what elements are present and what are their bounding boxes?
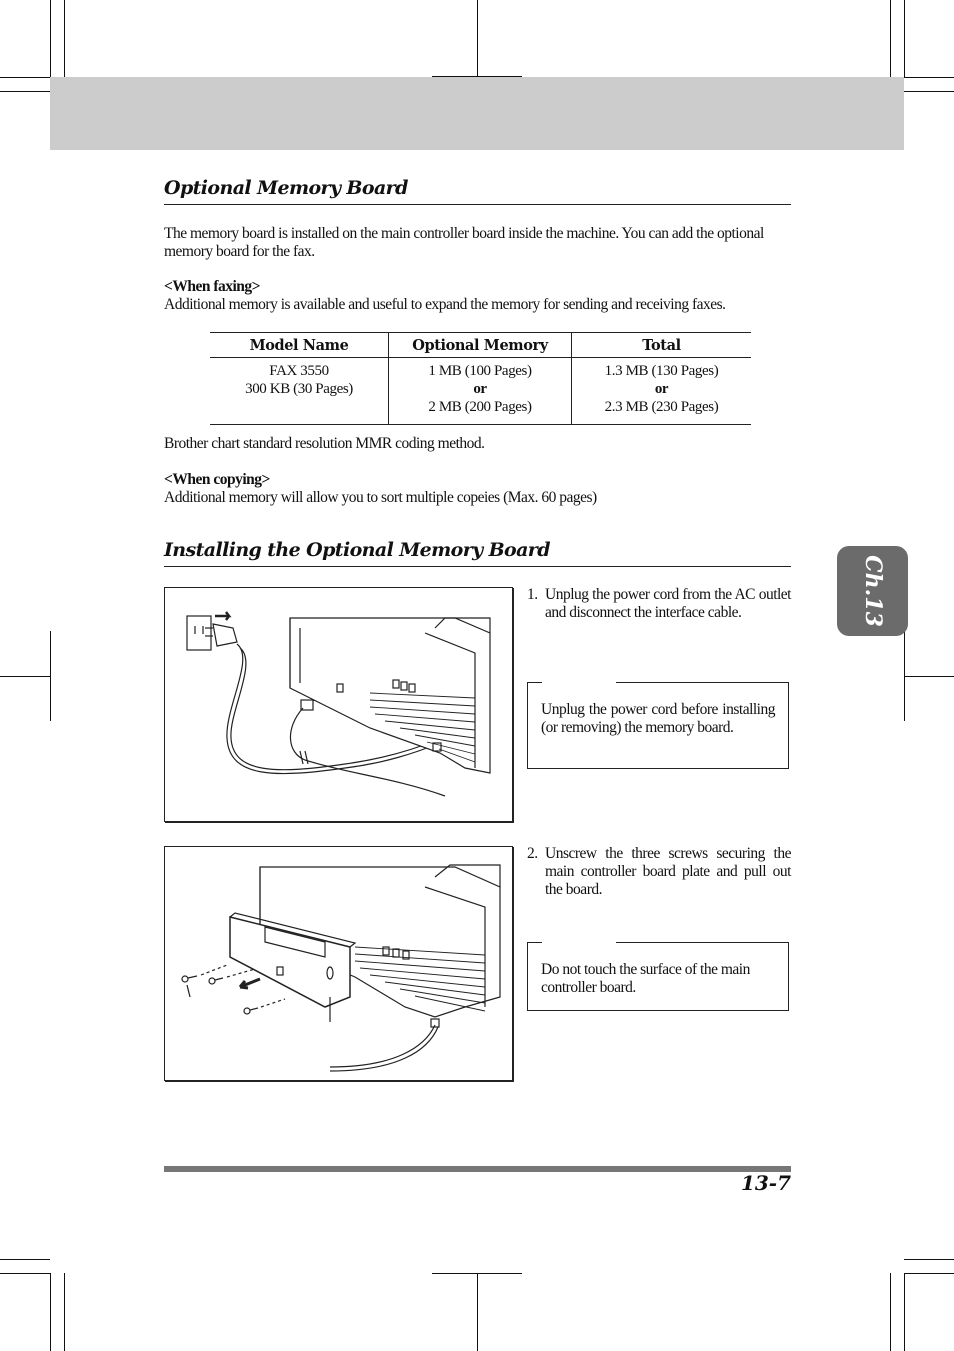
faxing-text: Additional memory is available and useful to expand the memory for sending and receiving faxes.	[164, 296, 726, 313]
optional-option-1: 1 MB (100 Pages)	[428, 363, 532, 379]
note-text-unplug: Unplug the power cord before installing (or removing) the memory board.	[541, 701, 775, 736]
table-cell-model	[210, 358, 389, 425]
step-2-number: 2.	[527, 845, 538, 862]
crop-mark	[904, 631, 905, 721]
controller-board-removal-illustration	[165, 847, 512, 1080]
step-1-number: 1.	[527, 586, 538, 603]
crop-mark	[904, 0, 905, 77]
footer-bar	[164, 1166, 791, 1172]
step-1-text: Unplug the power cord from the AC outlet and disconnect the interface cable.	[545, 586, 791, 621]
fax-machine-unplug-illustration	[165, 588, 512, 821]
crop-mark	[50, 0, 51, 77]
total-or: or	[654, 381, 669, 397]
crop-mark	[0, 676, 50, 677]
crop-mark	[904, 1273, 954, 1274]
crop-mark	[890, 0, 891, 77]
total-option-1: 1.3 MB (130 Pages)	[604, 363, 719, 379]
section-title-optional-memory: Optional Memory Board	[164, 177, 408, 199]
table-header-row	[210, 333, 751, 358]
optional-option-2: 2 MB (200 Pages)	[428, 399, 532, 415]
header-band	[50, 77, 904, 150]
model-memory: 300 KB (30 Pages)	[245, 381, 353, 397]
crop-mark	[904, 676, 954, 677]
note-gap	[542, 681, 616, 685]
intro-paragraph: The memory board is installed on the main controller board inside the machine. You can add the optional memory board for the fax.	[164, 225, 764, 260]
section-rule	[164, 566, 791, 567]
crop-mark	[64, 1273, 65, 1351]
chapter-tab-label: Ch.13	[859, 555, 886, 627]
crop-mark	[50, 1273, 51, 1351]
crop-mark	[904, 77, 954, 78]
note-gap	[542, 941, 616, 945]
faxing-heading: <When faxing>	[164, 278, 260, 295]
model-name: FAX 3550	[269, 363, 329, 379]
copying-text: Additional memory will allow you to sort multiple copeies (Max. 60 pages)	[164, 489, 597, 506]
table-header-total: Total	[572, 333, 752, 358]
section-rule	[164, 204, 791, 205]
crop-mark	[904, 1259, 954, 1260]
memory-table	[210, 332, 751, 425]
crop-mark	[477, 1274, 478, 1351]
chapter-tab	[837, 546, 908, 636]
table-cell-total	[572, 358, 752, 425]
optional-or: or	[473, 381, 487, 397]
crop-mark	[904, 1273, 905, 1351]
crop-mark	[0, 1259, 50, 1260]
step-1	[527, 586, 791, 622]
crop-mark	[904, 91, 954, 92]
step-2-text: Unscrew the three screws securing the main controller board plate and pull out the board.	[545, 845, 791, 898]
section-title-installing: Installing the Optional Memory Board	[164, 539, 550, 561]
table-row	[210, 358, 751, 425]
crop-mark	[0, 91, 50, 92]
crop-mark	[432, 1273, 522, 1274]
figure-unplug-cord	[164, 587, 513, 822]
page-number: 13-7	[740, 1171, 791, 1195]
figure-remove-board	[164, 846, 513, 1081]
crop-mark	[64, 0, 65, 77]
table-footnote: Brother chart standard resolution MMR coding method.	[164, 435, 485, 452]
total-option-2: 2.3 MB (230 Pages)	[604, 399, 719, 415]
crop-mark	[890, 1273, 891, 1351]
table-cell-optional	[389, 358, 572, 425]
note-box-board	[527, 942, 789, 1011]
crop-mark	[477, 0, 478, 77]
crop-mark	[0, 1273, 50, 1274]
table-header-model: Model Name	[210, 333, 389, 358]
table-header-optional: Optional Memory	[389, 333, 572, 358]
note-text-board: Do not touch the surface of the main controller board.	[541, 961, 750, 996]
copying-heading: <When copying>	[164, 471, 270, 488]
step-2	[527, 845, 791, 899]
note-box-unplug	[527, 682, 789, 769]
crop-mark	[0, 77, 50, 78]
crop-mark	[50, 631, 51, 721]
